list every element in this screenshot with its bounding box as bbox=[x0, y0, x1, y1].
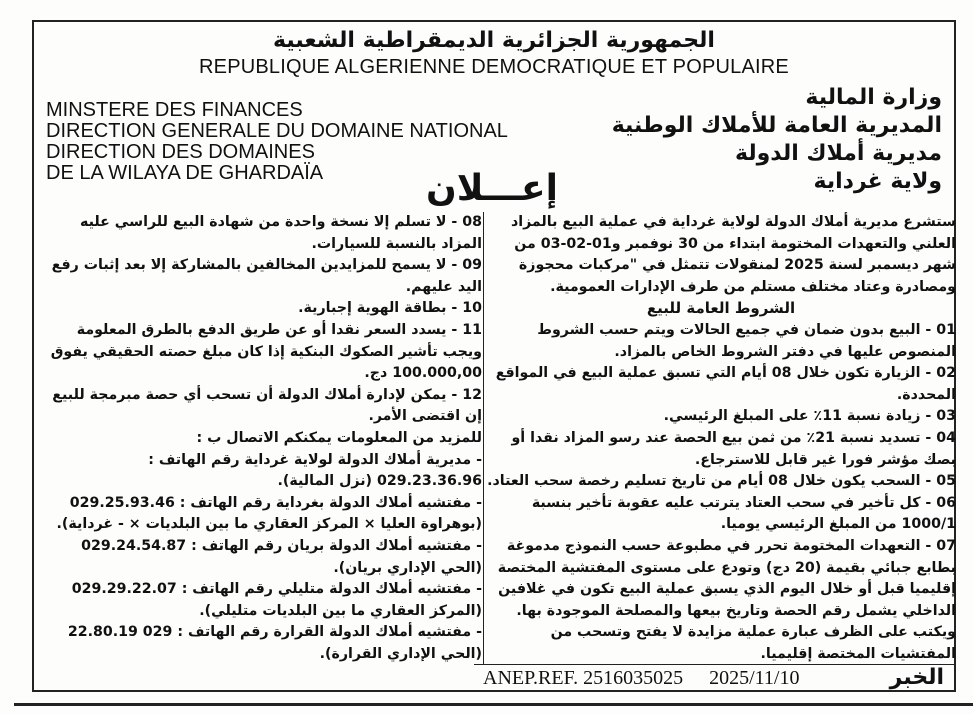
announcement-frame bbox=[32, 20, 956, 692]
condition-item: 03 - زيادة نسبة 11٪ على المبلغ الرئيسي. bbox=[663, 408, 956, 425]
fr-ministry-line: DIRECTION DES DOMAINES bbox=[46, 141, 315, 163]
condition-item: 08 - لا تسلم إلا نسخة واحدة من شهادة البيع للراسي عليه المزاد بالنسبة للسيارات. bbox=[79, 214, 482, 252]
condition-item: 05 - السحب يكون خلال 08 أيام من تاريخ تسليم رخصة سحب العتاد. bbox=[487, 473, 956, 490]
condition-item: 09 - لا يسمح للمزايدين المخالفين بالمشاركة إلا بعد إثبات رفع اليد عليهم. bbox=[51, 257, 482, 295]
footer-rule bbox=[474, 664, 954, 665]
contact-item: - مفتشيه أملاك الدولة متليلي رقم الهاتف : 029.29.22.07 (المركز العقاري ما بين البلديات متليلي). bbox=[71, 581, 482, 619]
column-divider bbox=[483, 212, 484, 664]
fr-ministry-line: MINSTERE DES FINANCES bbox=[46, 99, 303, 121]
fr-ministry-line: DE LA WILAYA DE GHARDAÏA bbox=[46, 162, 324, 184]
publication-date: 2025/11/10 bbox=[709, 667, 800, 689]
french-republic-title: REPUBLIQUE ALGERIENNE DEMOCRATIQUE ET POPULAIRE bbox=[199, 56, 789, 78]
arabic-republic-title: الجمهورية الجزائرية الديمقراطية الشعبية bbox=[273, 28, 715, 53]
contact-item: - مديرية أملاك الدولة لولاية غرداية رقم الهاتف : 029.23.36.96 (نزل المالية). bbox=[148, 451, 482, 490]
contact-item: - مفتشيه أملاك الدولة القرارة رقم الهاتف : 029 22.80.19 (الحي الإداري القرارة). bbox=[67, 624, 482, 662]
announcement-heading: إعـــلان bbox=[426, 168, 558, 209]
left-column bbox=[44, 212, 482, 665]
ar-ministry-line: ولاية غرداية bbox=[813, 169, 942, 194]
ar-ministry-line: مديرية أملاك الدولة bbox=[734, 141, 942, 166]
anep-ref-number: ANEP.REF. 2516035025 bbox=[483, 667, 684, 689]
condition-item: 02 - الزيارة تكون خلال 08 أيام التي تسبق عملية البيع في المواقع المحددة. bbox=[495, 365, 956, 403]
condition-item: 06 - كل تأخير في سحب العتاد يترتب عليه عقوبة تأخير بنسبة 1000/1 من المبلغ الرئيسي يوميا. bbox=[531, 494, 956, 533]
contact-item: - مفتشيه أملاك الدولة بغرداية رقم الهاتف : 029.25.93.46 (بوهراوة العليا × المركز العقاري ما بين البلديات × - غرداية). bbox=[56, 494, 482, 533]
ar-ministry-line: وزارة المالية bbox=[805, 85, 942, 110]
newspaper-logo: الخبر bbox=[889, 665, 944, 690]
arabic-ministry-block bbox=[562, 84, 942, 196]
fr-ministry-line: DIRECTION GENERALE DU DOMAINE NATIONAL bbox=[46, 120, 508, 142]
right-column bbox=[486, 212, 956, 665]
condition-item: 07 - التعهدات المختومة تحرر في مطبوعة حسب النموذج مدموغة بطابع جبائي بقيمة (20 دج) وتودع على مستوى المفتشية المختصة إقليميا قبل أو خلال اليوم الذي يسبق عملية البيع تكون في غلافين الداخلي يشمل رقم الحصة وتاريخ بيعها والمصلحة الموجودة بها. ويكتب على الظرف عبارة عملية مزايدة لا يفتح وتسحب من المفتشيات المختصة إقليميا. bbox=[497, 537, 956, 662]
ar-ministry-line: المديرية العامة للأملاك الوطنية bbox=[611, 113, 942, 138]
condition-item: 04 - تسديد نسبة 21٪ من ثمن بيع الحصة عند رسو المزاد نقدا أو بصك مؤشر فورا غير قابل للاسترجاع. bbox=[511, 429, 956, 468]
condition-item: 10 - بطاقة الهوية إجبارية. bbox=[298, 300, 482, 317]
contact-intro: للمزيد من المعلومات يمكنكم الاتصال ب : bbox=[196, 429, 482, 446]
intro-paragraph: ستشرع مديرية أملاك الدولة لولاية غرداية في عملية البيع بالمزاد العلني والتعهدات المختومة ابتداء من 30 نوفمبر و01-02-03 من شهر ديسمبر لسنة 2025 لمنقولات تتمثل في "مركبات محجوزة ومصادرة وعتاد مختلف مستلم من طرف الإدارات العمومية. bbox=[510, 214, 956, 295]
condition-item: 01 - البيع بدون ضمان في جميع الحالات ويتم حسب الشروط المنصوص عليها في دفتر الشروط الخاص بالمزاد. bbox=[537, 321, 956, 360]
contact-item: - مفتشيه أملاك الدولة بريان رقم الهاتف : 029.24.54.87 (الحي الإداري بريان). bbox=[81, 537, 482, 576]
conditions-heading: الشروط العامة للبيع bbox=[646, 299, 796, 318]
anep-reference bbox=[483, 667, 799, 690]
condition-item: 11 - يسدد السعر نقدا أو عن طريق الدفع بالطرق المعلومة ويجب تأشير الصكوك البنكية إذا كان مبلغ حصته الحقيقي يفوق 100.000,00 دج. bbox=[50, 321, 482, 382]
condition-item: 12 - يمكن لإدارة أملاك الدولة أن تسحب أي حصة مبرمجة للبيع إن اقتضى الأمر. bbox=[52, 386, 482, 425]
